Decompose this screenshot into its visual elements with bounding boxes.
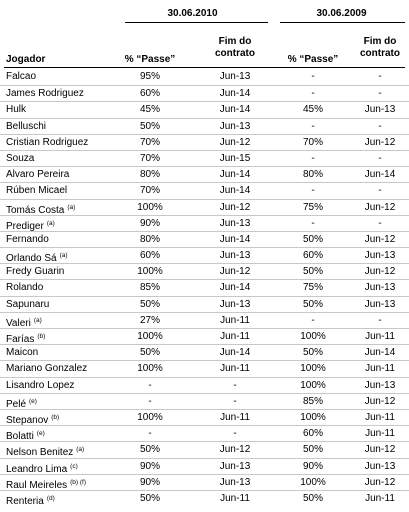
player-name: Valeri	[6, 317, 31, 329]
table-row	[0, 360, 409, 376]
contract-end-2010-cell: -	[233, 379, 237, 391]
contract-end-2010-cell: Jun-13	[219, 217, 251, 229]
table-row	[0, 425, 409, 441]
contract-end-2010-cell: Jun-14	[219, 185, 251, 197]
pass-2009-cell: 85%	[302, 395, 323, 407]
table-body	[0, 69, 409, 506]
table-row	[0, 182, 409, 198]
player-name: Raul Meireles	[6, 479, 68, 491]
player-name: Lisandro Lopez	[6, 379, 75, 391]
contract-end-2010-cell: Jun-14	[219, 169, 251, 181]
pass-2010-cell: 50%	[139, 444, 160, 456]
table-row	[0, 247, 409, 263]
contract-end-2009-cell: Jun-11	[365, 428, 395, 440]
column-header-contract-2009	[355, 36, 405, 60]
contract-end-2009-cell: Jun-11	[365, 363, 395, 375]
pass-2009-cell: -	[311, 120, 315, 132]
player-name-cell	[6, 88, 84, 100]
contract-end-2009-cell: Jun-11	[365, 492, 395, 504]
contract-end-2009-cell: Jun-12	[364, 266, 396, 278]
pass-2009-cell: -	[311, 88, 315, 100]
player-name: Falcao	[6, 71, 37, 82]
pass-2010-cell: 45%	[139, 104, 160, 116]
header-divider	[4, 67, 405, 68]
column-header-player: Jogador	[6, 54, 46, 65]
contract-end-2010-cell: Jun-13	[219, 120, 251, 132]
period-underline-2010	[125, 22, 268, 23]
table-row	[0, 69, 409, 85]
contract-end-2009-cell: Jun-13	[364, 282, 396, 294]
player-name-cell	[6, 282, 43, 294]
footnote-marker: (d)	[46, 494, 55, 502]
contract-end-2010-cell: Jun-11	[220, 492, 250, 504]
contract-end-2010-cell: Jun-13	[219, 476, 251, 488]
footnote-marker: (b) (f)	[70, 478, 87, 486]
pass-2010-cell: 100%	[137, 363, 163, 375]
table-row	[0, 85, 409, 101]
contract-end-2010-cell: Jun-12	[219, 201, 251, 213]
player-name: Sapunaru	[6, 298, 50, 310]
pass-2009-cell: 100%	[300, 379, 326, 391]
contract-end-2010-cell: Jun-13	[219, 71, 251, 82]
contract-end-2009-cell: Jun-13	[364, 298, 396, 310]
pass-2009-cell: -	[311, 217, 315, 229]
player-name: Hulk	[6, 104, 27, 116]
footnote-marker: (a)	[67, 203, 76, 211]
pass-2010-cell: 60%	[139, 250, 160, 262]
contract-end-2010-cell: Jun-14	[219, 88, 251, 100]
pass-2009-cell: 75%	[302, 282, 323, 294]
pass-2009-cell: 50%	[302, 233, 323, 245]
period-underline-2009	[280, 22, 405, 23]
contract-header-line2: contrato	[215, 48, 255, 59]
contract-end-2010-cell: Jun-11	[220, 363, 250, 375]
contract-end-2009-cell: -	[378, 120, 382, 132]
footnote-marker: (a)	[46, 219, 55, 227]
pass-2010-cell: 95%	[139, 71, 160, 82]
contract-end-2009-cell: -	[378, 71, 382, 82]
table-row	[0, 490, 409, 506]
pass-2010-cell: 100%	[137, 266, 163, 278]
column-header-pass-2010: % “Passe”	[124, 54, 176, 65]
contract-end-2009-cell: Jun-14	[364, 169, 396, 181]
player-name: Leandro Lima	[6, 463, 68, 475]
player-name-cell	[6, 137, 88, 149]
contract-end-2009-cell: Jun-12	[364, 201, 396, 213]
pass-2009-cell: 50%	[302, 347, 323, 359]
contract-end-2009-cell: Jun-12	[364, 136, 396, 148]
contract-end-2009-cell: Jun-13	[364, 104, 396, 116]
player-name: Farías	[6, 334, 35, 345]
pass-2010-cell: 90%	[139, 217, 160, 229]
contract-end-2010-cell: -	[233, 395, 237, 407]
player-name: Tomás Costa	[6, 204, 65, 216]
player-name-cell	[6, 121, 46, 133]
pass-2009-cell: -	[311, 185, 315, 197]
pass-2010-cell: 50%	[139, 120, 160, 132]
contract-end-2009-cell: Jun-13	[364, 250, 396, 262]
player-name-cell	[6, 493, 55, 508]
player-name: James Rodriguez	[6, 88, 84, 100]
contract-end-2010-cell: Jun-13	[219, 298, 251, 310]
contract-end-2010-cell: Jun-14	[219, 347, 251, 359]
footnote-marker: (a)	[33, 316, 42, 324]
table-row	[0, 377, 409, 393]
contract-end-2010-cell: Jun-14	[219, 104, 251, 116]
column-header-contract-2010	[205, 36, 265, 60]
pass-2009-cell: 50%	[302, 266, 323, 278]
contract-header-line1: Fim do	[363, 36, 397, 47]
player-name: Pelé	[6, 398, 27, 410]
player-name: Bolatti	[6, 431, 34, 443]
player-name-cell	[6, 169, 69, 181]
footnote-marker: (e)	[29, 397, 37, 405]
player-name: Stepanov	[6, 414, 49, 426]
period-header-2009: 30.06.2009	[316, 8, 367, 19]
player-name: Rolando	[6, 282, 44, 294]
table-row	[0, 409, 409, 425]
pass-2010-cell: 85%	[139, 282, 160, 294]
pass-2010-cell: -	[148, 379, 152, 391]
pass-2009-cell: 80%	[302, 169, 323, 181]
player-name-cell	[6, 266, 64, 278]
table-row	[0, 344, 409, 360]
table-row	[0, 393, 409, 409]
contract-end-2010-cell: Jun-12	[219, 266, 251, 278]
contract-end-2010-cell: Jun-14	[219, 233, 251, 245]
contract-end-2009-cell: Jun-12	[364, 444, 396, 456]
player-name: Prediger	[6, 220, 44, 232]
table-row	[0, 279, 409, 295]
table-row	[0, 199, 409, 215]
player-name-cell	[6, 299, 49, 311]
table-row	[0, 263, 409, 279]
footnote-marker: (c)	[70, 462, 78, 470]
table-row	[0, 101, 409, 117]
pass-2009-cell: 50%	[302, 298, 323, 310]
pass-2009-cell: 75%	[302, 201, 323, 213]
player-name: Belluschi	[6, 120, 47, 132]
pass-2010-cell: 70%	[139, 185, 160, 197]
player-name: Alvaro Pereira	[6, 169, 70, 181]
player-name-cell	[6, 153, 34, 165]
table-row	[0, 166, 409, 182]
pass-2010-cell: 70%	[139, 136, 160, 148]
player-name: Renteria	[6, 495, 44, 507]
pass-2009-cell: 45%	[302, 104, 323, 116]
pass-2010-cell: 90%	[139, 460, 160, 472]
player-name: Nelson Benitez	[6, 447, 74, 459]
player-name: Fredy Guarin	[6, 266, 65, 278]
contract-end-2009-cell: Jun-11	[365, 411, 395, 423]
player-name-cell	[6, 347, 38, 359]
table-row	[0, 215, 409, 231]
player-name: Cristian Rodriguez	[6, 136, 89, 148]
pass-2010-cell: 70%	[139, 152, 160, 164]
contract-end-2009-cell: -	[378, 88, 382, 100]
pass-2009-cell: 50%	[302, 492, 323, 504]
footnote-marker: (e)	[36, 430, 45, 438]
player-name-cell	[6, 185, 67, 197]
contract-end-2009-cell: Jun-14	[364, 347, 396, 359]
contract-end-2009-cell: Jun-13	[364, 379, 396, 391]
pass-2009-cell: 60%	[302, 428, 323, 440]
pass-2010-cell: 60%	[139, 88, 160, 100]
table-row	[0, 441, 409, 457]
contract-end-2009-cell: Jun-12	[364, 476, 396, 488]
footnote-marker: (a)	[59, 252, 68, 260]
player-name: Fernando	[6, 233, 49, 245]
table-row	[0, 134, 409, 150]
pass-2010-cell: 100%	[137, 411, 163, 423]
contract-end-2010-cell: Jun-13	[219, 250, 251, 262]
contract-end-2010-cell: Jun-11	[220, 331, 250, 342]
pass-2010-cell: 80%	[139, 169, 160, 181]
footnote-marker: (a)	[76, 446, 85, 454]
table-row	[0, 296, 409, 312]
player-name-cell	[6, 234, 49, 246]
contract-end-2009-cell: -	[378, 314, 382, 326]
pass-2009-cell: -	[311, 71, 315, 82]
pass-2009-cell: -	[311, 314, 315, 326]
player-name: Mariano Gonzalez	[6, 363, 88, 375]
pass-2009-cell: 50%	[302, 444, 323, 456]
player-name: Rúben Micael	[6, 185, 68, 197]
pass-2010-cell: 100%	[137, 331, 163, 342]
player-name-cell	[6, 380, 74, 392]
contract-header-line1: Fim do	[218, 36, 252, 47]
player-name-cell	[6, 363, 87, 375]
pass-2009-cell: 70%	[302, 136, 323, 148]
player-name-cell	[6, 71, 36, 83]
pass-2009-cell: 100%	[300, 411, 326, 423]
contract-end-2009-cell: -	[378, 185, 382, 197]
contract-end-2010-cell: -	[233, 428, 237, 440]
footnote-marker: (b)	[37, 333, 46, 340]
table-row	[0, 328, 409, 344]
column-header-pass-2009: % “Passe”	[287, 54, 339, 65]
table-row	[0, 231, 409, 247]
contract-end-2009-cell: Jun-12	[364, 233, 396, 245]
player-name: Orlando Sá	[6, 253, 57, 265]
player-name: Souza	[6, 152, 35, 164]
pass-2009-cell: 60%	[302, 250, 323, 262]
pass-2010-cell: 90%	[139, 476, 160, 488]
table-row	[0, 474, 409, 490]
pass-2010-cell: 50%	[139, 298, 160, 310]
pass-2009-cell: 100%	[300, 363, 326, 375]
contract-end-2009-cell: Jun-13	[364, 460, 396, 472]
pass-2009-cell: 100%	[300, 331, 326, 342]
contract-end-2010-cell: Jun-11	[220, 314, 250, 326]
contract-end-2010-cell: Jun-15	[219, 152, 251, 164]
contract-end-2009-cell: Jun-11	[365, 331, 395, 342]
contract-end-2010-cell: Jun-12	[219, 444, 251, 456]
pass-2010-cell: 80%	[139, 233, 160, 245]
pass-2010-cell: 100%	[137, 201, 163, 213]
contract-end-2010-cell: Jun-12	[219, 136, 251, 148]
pass-2009-cell: 100%	[300, 476, 326, 488]
contract-end-2010-cell: Jun-14	[219, 282, 251, 294]
pass-2010-cell: 27%	[139, 314, 160, 326]
contract-end-2010-cell: Jun-11	[220, 411, 250, 423]
table-row	[0, 458, 409, 474]
contract-end-2009-cell: -	[378, 217, 382, 229]
table-row	[0, 312, 409, 328]
player-name: Maicon	[6, 347, 39, 359]
contract-end-2009-cell: Jun-12	[364, 395, 396, 407]
pass-2009-cell: 90%	[302, 460, 323, 472]
contract-header-line2: contrato	[360, 48, 400, 59]
contract-end-2009-cell: -	[378, 152, 382, 164]
pass-2010-cell: 50%	[139, 492, 160, 504]
contract-end-2010-cell: Jun-13	[219, 460, 251, 472]
pass-2009-cell: -	[311, 152, 315, 164]
period-header-2010: 30.06.2010	[167, 8, 218, 19]
table-row	[0, 118, 409, 134]
pass-2010-cell: -	[148, 395, 152, 407]
table-row	[0, 150, 409, 166]
player-name-cell	[6, 104, 26, 116]
pass-2010-cell: -	[148, 428, 152, 440]
pass-2010-cell: 50%	[139, 347, 160, 359]
footnote-marker: (b)	[51, 413, 60, 421]
